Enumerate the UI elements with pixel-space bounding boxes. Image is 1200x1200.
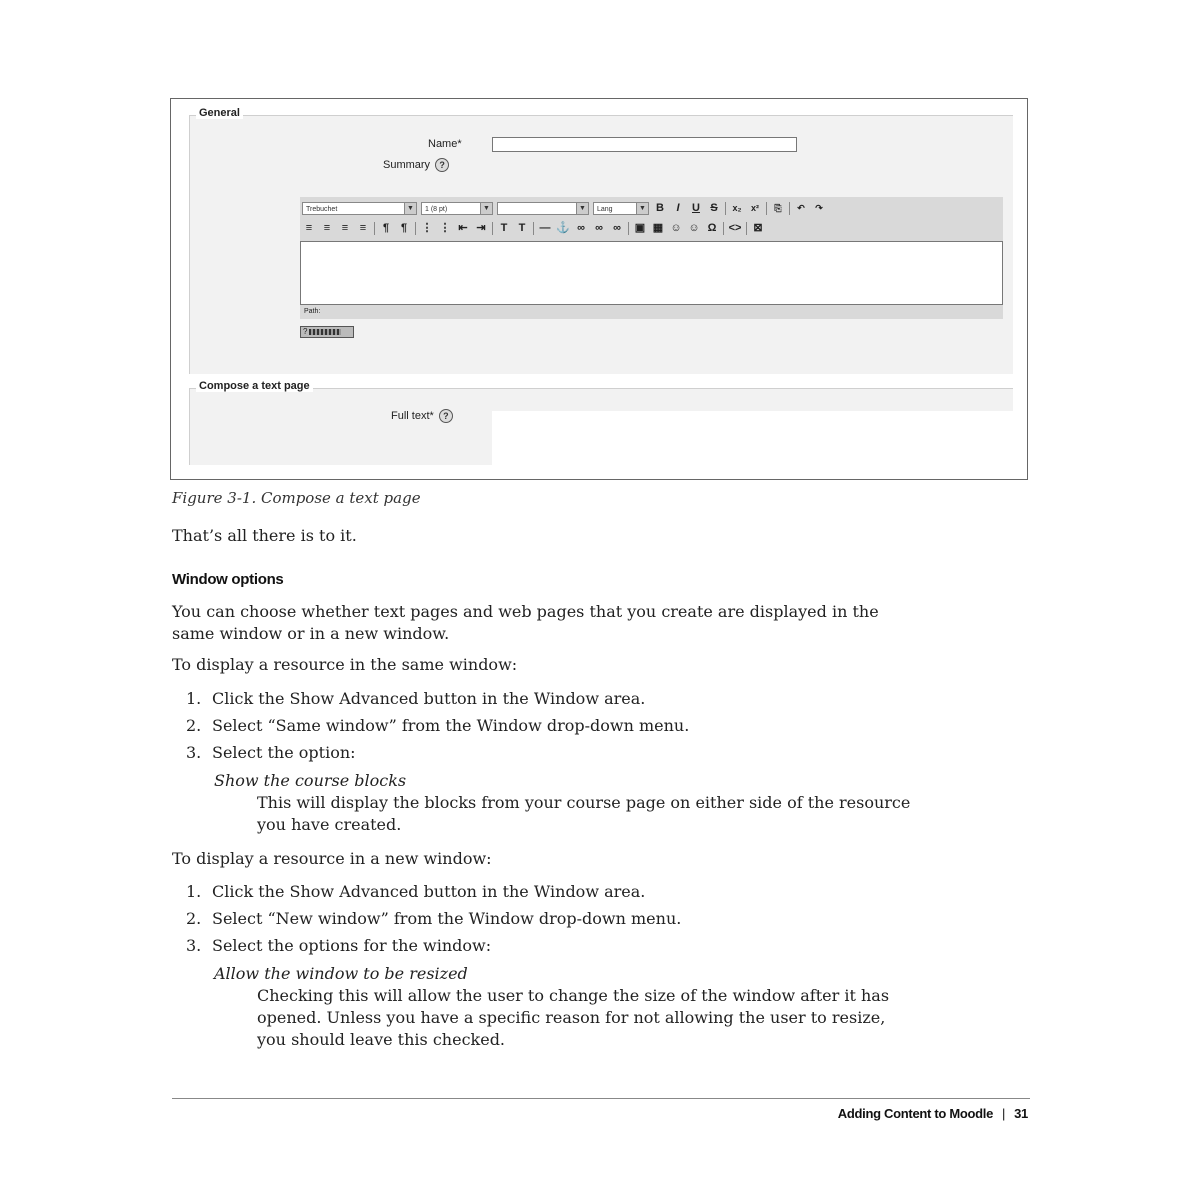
list-item: 2. Select “New window” from the Window drop-down menu. bbox=[186, 909, 682, 928]
underline-button[interactable]: U bbox=[692, 202, 700, 214]
definition-text: Checking this will allow the user to change the size of the window after it has bbox=[257, 986, 890, 1005]
language-select[interactable]: Lang ▼ bbox=[593, 202, 649, 215]
figure-screenshot bbox=[170, 98, 1028, 480]
italic-button[interactable]: I bbox=[676, 202, 680, 214]
compose-fieldset bbox=[189, 380, 1013, 465]
compose-legend: Compose a text page bbox=[196, 380, 313, 392]
link-icon[interactable]: ∞ bbox=[577, 222, 585, 234]
rtl-icon[interactable]: ¶ bbox=[400, 222, 408, 234]
superscript-button[interactable]: x² bbox=[750, 203, 759, 213]
background-color-icon[interactable]: T bbox=[518, 222, 526, 234]
new-window-intro: To display a resource in a new window: bbox=[172, 849, 492, 868]
definition-term: Show the course blocks bbox=[214, 771, 407, 790]
intro-paragraph: That’s all there is to it. bbox=[172, 526, 357, 545]
figure-caption: Figure 3-1. Compose a text page bbox=[172, 489, 421, 507]
table-icon[interactable]: ▦ bbox=[652, 222, 664, 234]
help-icon[interactable]: ? bbox=[435, 158, 449, 172]
toolbar-separator bbox=[374, 222, 375, 235]
html-editor bbox=[300, 197, 1003, 323]
list-item: 3. Select the option: bbox=[186, 743, 356, 762]
horizontal-rule-icon[interactable]: — bbox=[539, 222, 551, 234]
list-item: 1. Click the Show Advanced button in the Window area. bbox=[186, 689, 646, 708]
style-select[interactable] bbox=[497, 202, 589, 215]
general-legend: General bbox=[196, 107, 243, 119]
toolbar-separator bbox=[725, 202, 726, 215]
definition-term: Allow the window to be resized bbox=[214, 964, 468, 983]
footer-rule bbox=[172, 1098, 1030, 1099]
chevron-down-icon: ▼ bbox=[404, 203, 416, 214]
full-text-label: Full text* bbox=[391, 409, 434, 422]
toolbar-separator bbox=[492, 222, 493, 235]
footer-separator: | bbox=[1002, 1106, 1006, 1121]
summary-textarea[interactable] bbox=[300, 241, 1003, 305]
align-center-icon[interactable]: ≡ bbox=[323, 222, 331, 234]
list-item: 1. Click the Show Advanced button in the Window area. bbox=[186, 882, 646, 901]
toolbar-separator bbox=[415, 222, 416, 235]
justify-icon[interactable]: ≡ bbox=[359, 222, 367, 234]
footer-title: Adding Content to Moodle bbox=[837, 1106, 994, 1121]
fullscreen-icon[interactable]: ⊠ bbox=[753, 222, 763, 234]
emoticon-icon[interactable]: ☺ bbox=[688, 222, 700, 234]
image-icon[interactable]: ▣ bbox=[634, 222, 646, 234]
window-paragraph-line-1: You can choose whether text pages and web pages that you create are displayed in the bbox=[172, 602, 879, 621]
special-char-icon[interactable]: Ω bbox=[707, 222, 717, 234]
chevron-down-icon: ▼ bbox=[480, 203, 492, 214]
toolbar-separator bbox=[723, 222, 724, 235]
toolbar-separator bbox=[789, 202, 790, 215]
clean-word-button[interactable]: ⎘ bbox=[774, 203, 782, 213]
align-right-icon[interactable]: ≡ bbox=[341, 222, 349, 234]
full-text-label-wrap bbox=[391, 409, 453, 423]
toolbar-separator bbox=[766, 202, 767, 215]
subscript-button[interactable]: x₂ bbox=[732, 203, 742, 213]
section-heading: Window options bbox=[172, 571, 284, 588]
summary-label: Summary bbox=[383, 158, 431, 171]
page-footer bbox=[838, 1106, 1028, 1121]
indent-icon[interactable]: ⇥ bbox=[476, 222, 486, 234]
name-input[interactable] bbox=[492, 137, 797, 152]
anchor-icon[interactable]: ⚓ bbox=[556, 222, 570, 234]
page-number: 31 bbox=[1014, 1106, 1028, 1121]
outdent-icon[interactable]: ⇤ bbox=[458, 222, 468, 234]
toolbar-separator bbox=[746, 222, 747, 235]
unlink-icon[interactable]: ∞ bbox=[595, 222, 603, 234]
html-source-icon[interactable]: <> bbox=[728, 222, 742, 234]
font-size-select[interactable]: 1 (8 pt) ▼ bbox=[421, 202, 493, 215]
editor-help-button[interactable]: ? bbox=[300, 326, 354, 338]
ordered-list-icon[interactable]: ⋮ bbox=[421, 222, 433, 234]
fieldset-background bbox=[492, 389, 1013, 411]
toolbar-separator bbox=[628, 222, 629, 235]
undo-button[interactable]: ↶ bbox=[797, 203, 805, 213]
editor-toolbar bbox=[300, 197, 1003, 241]
align-left-icon[interactable]: ≡ bbox=[305, 222, 313, 234]
help-button-graphic bbox=[309, 329, 341, 335]
definition-text: you have created. bbox=[257, 815, 402, 834]
ltr-icon[interactable]: ¶ bbox=[382, 222, 390, 234]
bold-button[interactable]: B bbox=[656, 202, 664, 214]
smiley-icon[interactable]: ☺ bbox=[670, 222, 682, 234]
general-fieldset bbox=[189, 107, 1013, 374]
name-label: Name* bbox=[428, 138, 462, 150]
path-bar: Path: bbox=[300, 305, 1003, 319]
redo-button[interactable]: ↷ bbox=[815, 203, 823, 213]
window-paragraph-line-2: same window or in a new window. bbox=[172, 624, 450, 643]
definition-text: opened. Unless you have a specific reason for not allowing the user to resize, bbox=[257, 1008, 886, 1027]
toolbar-row-2 bbox=[302, 219, 765, 237]
summary-label-wrap bbox=[383, 158, 449, 172]
same-window-intro: To display a resource in the same window: bbox=[172, 655, 518, 674]
nolink-icon[interactable]: ∞ bbox=[613, 222, 621, 234]
toolbar-row-1 bbox=[302, 199, 826, 217]
text-color-icon[interactable]: T bbox=[500, 222, 508, 234]
list-item: 2. Select “Same window” from the Window drop-down menu. bbox=[186, 716, 690, 735]
font-family-select[interactable]: Trebuchet ▼ bbox=[302, 202, 417, 215]
definition-text: This will display the blocks from your course page on either side of the resource bbox=[257, 793, 911, 812]
list-item: 3. Select the options for the window: bbox=[186, 936, 492, 955]
unordered-list-icon[interactable]: ⋮ bbox=[439, 222, 451, 234]
fieldset-background bbox=[190, 389, 492, 465]
help-icon[interactable]: ? bbox=[439, 409, 453, 423]
definition-text: you should leave this checked. bbox=[257, 1030, 506, 1049]
strikethrough-button[interactable]: S bbox=[710, 202, 718, 214]
toolbar-separator bbox=[533, 222, 534, 235]
chevron-down-icon: ▼ bbox=[636, 203, 648, 214]
chevron-down-icon: ▼ bbox=[576, 203, 588, 214]
